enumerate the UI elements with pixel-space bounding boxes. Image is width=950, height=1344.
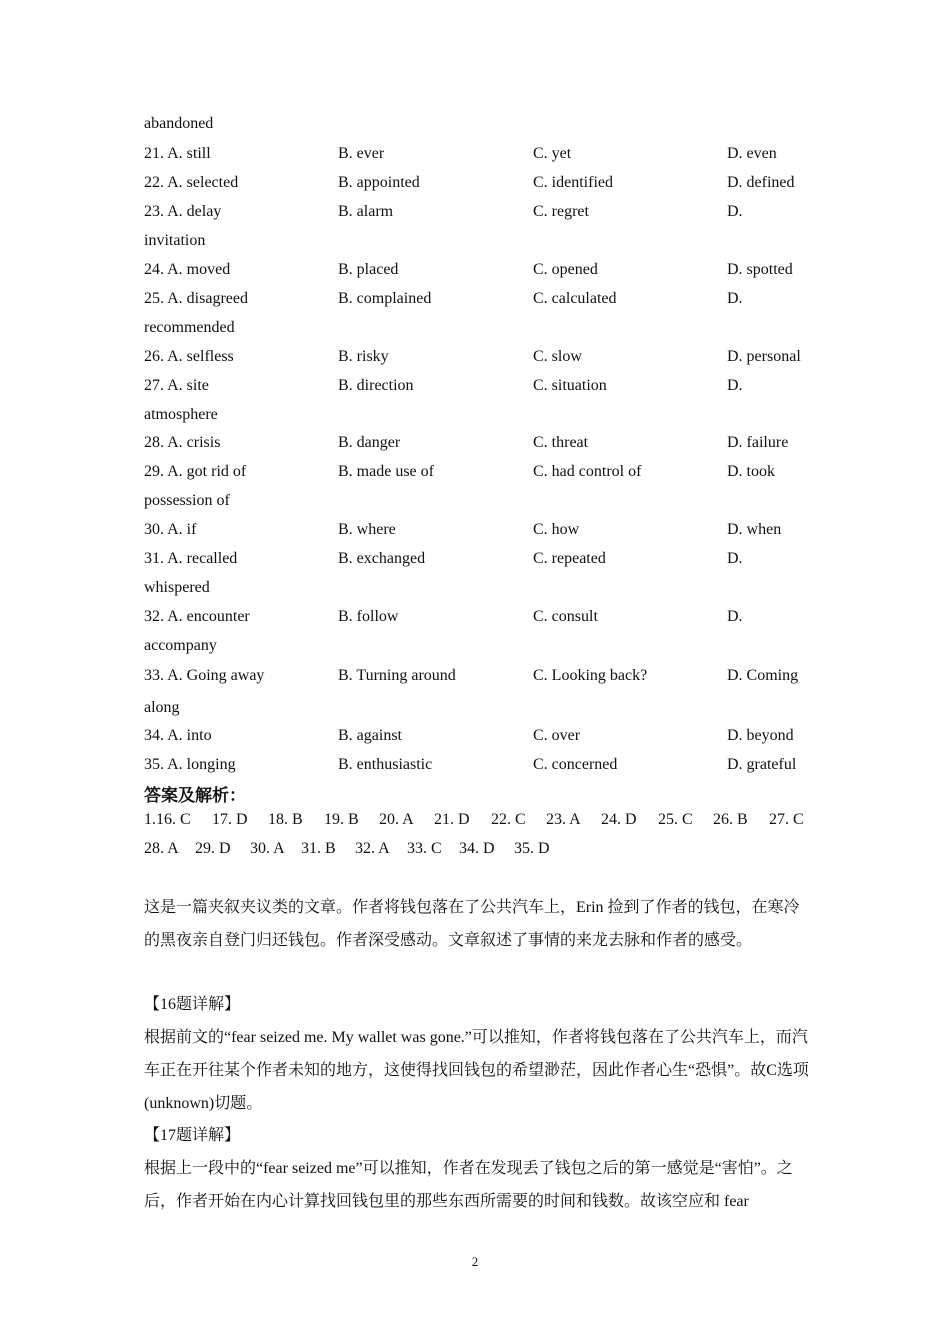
option-a: 26. A. selfless: [144, 348, 234, 365]
option-c: C. consult: [533, 608, 598, 625]
option-a: 28. A. crisis: [144, 434, 221, 451]
option-d: D. Coming: [727, 667, 799, 684]
answer-item: 24. D: [601, 811, 637, 828]
answer-heading: 答案及解析：: [144, 786, 246, 806]
summary-paragraph: 这是一篇夹叙夹议类的文章。作者将钱包落在了公共汽车上，Erin 捡到了作者的钱包，在寒冷的黑夜亲自登门归还钱包。作者深受感动。文章叙述了事情的来龙去脉和作者的感受。: [144, 899, 800, 949]
option-a: 34. A. into: [144, 727, 212, 744]
option-c: C. yet: [533, 145, 572, 162]
option-a: 22. A. selected: [144, 174, 239, 191]
option-b: B. risky: [338, 348, 389, 365]
answer-item: 26. B: [713, 811, 748, 828]
option-b: B. appointed: [338, 174, 420, 191]
option-d: D. defined: [727, 174, 795, 191]
option-d: D. failure: [727, 434, 789, 451]
option-d: D. personal: [727, 348, 801, 365]
q16-explanation: 根据前文的“fear seized me. My wallet was gone.”可以推知，作者将钱包落在了公共汽车上，而汽车正在开往某个作者未知的地方，这使得找回钱包的希望渺茫，因此作者心生“恐惧”。故C选项(unknown)切题。: [144, 1029, 809, 1112]
option-b: B. against: [338, 727, 402, 744]
option-a: 25. A. disagreed: [144, 290, 248, 307]
option-b: B. Turning around: [338, 667, 456, 684]
option-c: C. slow: [533, 348, 582, 365]
option-b: B. enthusiastic: [338, 756, 433, 773]
option-wrap-text: abandoned: [144, 115, 214, 132]
answer-item: 21. D: [434, 811, 470, 828]
option-a: 35. A. longing: [144, 756, 236, 773]
answer-item: 1.16. C: [144, 811, 191, 828]
option-wrap-text: whispered: [144, 579, 210, 596]
option-b: B. placed: [338, 261, 399, 278]
answer-item: 19. B: [324, 811, 359, 828]
option-b: B. made use of: [338, 463, 434, 480]
option-d: D. when: [727, 521, 782, 538]
option-a: 33. A. Going away: [144, 667, 265, 684]
answer-item: 28. A: [144, 840, 179, 857]
q17-heading: 【17题详解】: [144, 1127, 241, 1144]
option-a: 29. A. got rid of: [144, 463, 247, 480]
answer-item: 17. D: [212, 811, 248, 828]
option-c: C. Looking back?: [533, 667, 648, 684]
option-b: B. follow: [338, 608, 399, 625]
answer-item: 33. C: [407, 840, 442, 857]
page-number: 2: [471, 1254, 479, 1269]
option-a: 30. A. if: [144, 521, 197, 538]
option-c: C. calculated: [533, 290, 617, 307]
answer-item: 22. C: [491, 811, 526, 828]
answer-item: 35. D: [514, 840, 550, 857]
option-wrap-text: atmosphere: [144, 406, 218, 423]
option-d: D. grateful: [727, 756, 797, 773]
q16-heading: 【16题详解】: [144, 996, 241, 1013]
option-a: 27. A. site: [144, 377, 209, 394]
option-d: D. took: [727, 463, 775, 480]
option-a: 24. A. moved: [144, 261, 231, 278]
answer-item: 29. D: [195, 840, 231, 857]
option-wrap-text: possession of: [144, 492, 230, 509]
option-d: D.: [727, 203, 743, 220]
answer-item: 32. A: [355, 840, 390, 857]
option-wrap-text: invitation: [144, 232, 206, 249]
option-c: C. had control of: [533, 463, 642, 480]
option-a: 31. A. recalled: [144, 550, 238, 567]
option-b: B. complained: [338, 290, 432, 307]
answer-item: 27. C: [769, 811, 804, 828]
option-wrap-text: accompany: [144, 637, 217, 654]
option-a: 32. A. encounter: [144, 608, 250, 625]
option-b: B. direction: [338, 377, 414, 394]
option-c: C. situation: [533, 377, 607, 394]
answer-item: 34. D: [459, 840, 495, 857]
option-c: C. regret: [533, 203, 589, 220]
option-d: D.: [727, 377, 743, 394]
option-d: D.: [727, 290, 743, 307]
answer-item: 20. A: [379, 811, 414, 828]
option-d: D. beyond: [727, 727, 794, 744]
option-a: 21. A. still: [144, 145, 211, 162]
answer-item: 25. C: [658, 811, 693, 828]
option-b: B. alarm: [338, 203, 394, 220]
option-c: C. how: [533, 521, 580, 538]
option-d: D.: [727, 550, 743, 567]
option-a: 23. A. delay: [144, 203, 222, 220]
option-c: C. repeated: [533, 550, 606, 567]
option-wrap-text: along: [144, 699, 180, 716]
option-wrap-text: recommended: [144, 319, 235, 336]
option-b: B. where: [338, 521, 396, 538]
option-d: D.: [727, 608, 743, 625]
option-c: C. over: [533, 727, 581, 744]
option-b: B. danger: [338, 434, 401, 451]
answer-item: 31. B: [301, 840, 336, 857]
option-d: D. even: [727, 145, 777, 162]
answer-item: 23. A: [546, 811, 581, 828]
option-b: B. exchanged: [338, 550, 426, 567]
option-c: C. opened: [533, 261, 598, 278]
option-c: C. identified: [533, 174, 613, 191]
option-b: B. ever: [338, 145, 385, 162]
option-c: C. threat: [533, 434, 589, 451]
answer-item: 18. B: [268, 811, 303, 828]
q17-explanation: 根据上一段中的“fear seized me”可以推知，作者在发现丢了钱包之后的第一感觉是“害怕”。之后，作者开始在内心计算找回钱包里的那些东西所需要的时间和钱数。故该空应和 fear: [144, 1160, 793, 1210]
option-d: D. spotted: [727, 261, 793, 278]
answer-item: 30. A: [250, 840, 285, 857]
option-c: C. concerned: [533, 756, 618, 773]
